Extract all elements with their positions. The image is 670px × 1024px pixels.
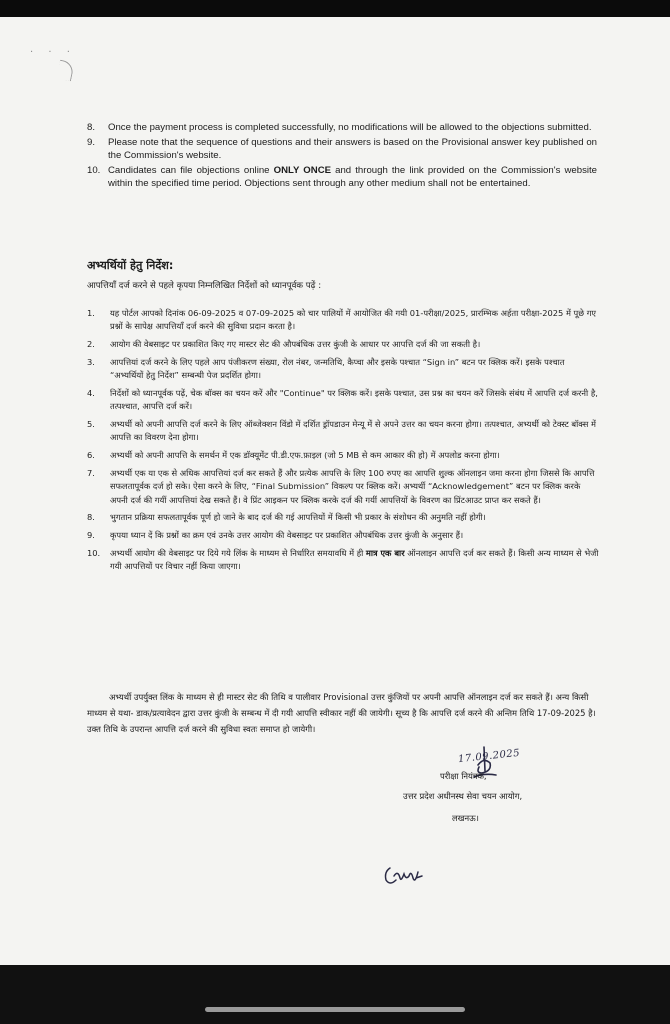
section-heading: अभ्यर्थियों हेतु निर्देश: [87,259,174,272]
document-page [0,17,670,965]
list-item: 9. कृपया ध्यान दें कि प्रश्नों का क्रम एवं उनके उत्तर आयोग की वेबसाइट पर प्रकाशित औपबंधिक उत्तर कुंजी के अनुसार हैं। [87,530,464,541]
emphasis-only-once: ONLY ONCE [273,165,332,176]
english-instructions [87,121,597,192]
list-item: 6. अभ्यर्थी को अपनी आपत्ति के समर्थन में एक डॉक्यूमेंट पी.डी.एफ.फ़ाइल (जो 5 MB से कम आकार की हो) में अपलोड करना होगा। [87,450,500,461]
scan-speckles: · · · [30,47,76,58]
list-item: 1. यह पोर्टल आपको दिनांक 06-09-2025 व 07-09-2025 को चार पालियों में आयोजित की गयी 01-परीक्षा/2025, प्रारम्भिक अर्हता परीक्षा-2025 में पूछे गए प्रश्नों के सापेक्ष आपत्तियाँ दर्ज करने की सुविधा प्रदान करता है। [87,308,596,332]
list-item: 4. निर्देशों को ध्यानपूर्वक पढ़ें, चेक बॉक्स का चयन करें और "Continue" पर क्लिक करें। इसके पश्चात, उस प्रश्न का चयन करें जिसके संबंध में आपत्ति दर्ज करनी है, तत्पश्चात, आपत्ति दर्ज करें। [87,387,598,412]
signatory-organization: उत्तर प्रदेश अधीनस्थ सेवा चयन आयोग, [403,791,523,801]
list-item: 7. अभ्यर्थी एक या एक से अधिक आपत्तियां दर्ज कर सकते हैं और प्रत्येक आपत्ति के लिए 100 रुपए का आपत्ति शुल्क ऑनलाइन जमा करना होगा जिससे कि आपत्ति सफलतापूर्वक दर्ज हो सके। ऐसा करने के लिए, “Final Submission” विकल्प पर क्लिक करें। अभ्यर्थी “Acknowledgement” बटन पर क्लिक करके अपनी दर्ज की गयीं आपत्तियां देख सकते हैं। वे प्रिंट आइकन पर क्लिक करके दर्ज की गयीं आपत्तियों के विवरण का प्रिंटआउट प्राप्त कर सकते हैं। [87,467,595,505]
initials-signature [382,862,426,890]
signatory-title: परीक्षा नियंत्रक, [440,771,487,781]
list-item: 10. अभ्यर्थी आयोग की वेबसाइट पर दिये गये लिंक के माध्यम से निर्धारित समयावधि में ही मात्र एक बार ऑनलाइन आपत्ति दर्ज कर सकते हैं। किसी अन्य माध्यम से भेजी गयी आपत्तियों पर विचार नहीं किया जाएगा। [87,547,599,572]
list-item: 10. Candidates can file objections online ONLY ONCE and through the link provided on the Commission's website within the specified time period. Objections sent through any other medium shall not be entertained. [87,165,597,189]
home-gesture-handle[interactable] [205,1007,465,1012]
list-item: 8. Once the payment process is completed successfully, no modifications will be allowed to the objections submitted. [87,122,592,133]
list-item: 2. आयोग की वेबसाइट पर प्रकाशित किए गए मास्टर सेट की औपबंधिक उत्तर कुंजी के आधार पर आपत्ति दर्ज की जा सकती है। [87,339,481,350]
navigation-bar [0,965,670,1024]
page-corner-mark [56,60,75,82]
hindi-instructions [87,307,599,578]
list-item: 5. अभ्यर्थी को अपनी आपत्ति दर्ज करने के लिए ऑब्जेक्शन विंडो में दर्शित ड्रॉपडाउन मेन्यू में से अपने उत्तर का चयन करना होगा। तत्पश्चात, अभ्यर्थी को टेक्स्ट बॉक्स में आपत्ति का विवरण देना होगा। [87,419,596,443]
section-intro: आपत्तियाँ दर्ज करने से पहले कृपया निम्नलिखित निर्देशों को ध्यानपूर्वक पढ़ें : [87,281,322,291]
list-item: 3. आपत्तियां दर्ज करने के लिए पहले आप पंजीकरण संख्या, रोल नंबर, जन्मतिथि, कैप्चा और इसके पश्चात “Sign in” बटन पर क्लिक करें। इसके पश्चात “अभ्यर्थियों हेतु निर्देश” सम्बन्धी पेज प्रदर्शित होगा। [87,356,565,381]
signature-date: 17.09.2025 [457,747,521,766]
signatory-location: लखनऊ। [452,813,479,823]
status-bar [0,0,670,17]
list-item: 8. भुगतान प्रक्रिया सफलतापूर्वक पूर्ण हो जाने के बाद दर्ज की गई आपत्तियों में किसी भी प्रकार के संशोधन की अनुमति नहीं होगी। [87,512,486,523]
emphasis-only-once-hindi: मात्र एक बार [365,547,405,558]
list-item: 9. Please note that the sequence of questions and their answers is based on the Provisional answer key published on the Commission's website. [87,137,597,161]
closing-paragraph: अभ्यर्थी उपर्युक्त लिंक के माध्यम से ही मास्टर सेट की तिथि व पालीवार Provisional उत्तर कुंजियों पर अपनी आपत्ति ऑनलाइन दर्ज कर सकते हैं। अन्य किसी माध्यम से यथा- डाक/प्रत्यावेदन द्वारा उत्तर कुंजी के सम्बन्ध में दी गयी आपत्ति स्वीकार नहीं की जायेगी। सूच्य है कि आपत्ति दर्ज करने की अन्तिम तिथि 17-09-2025 है। उक्त तिथि के उपरान्त आपत्ति दर्ज करने की सुविधा स्वतः समाप्त हो जायेगी। [87,692,596,734]
